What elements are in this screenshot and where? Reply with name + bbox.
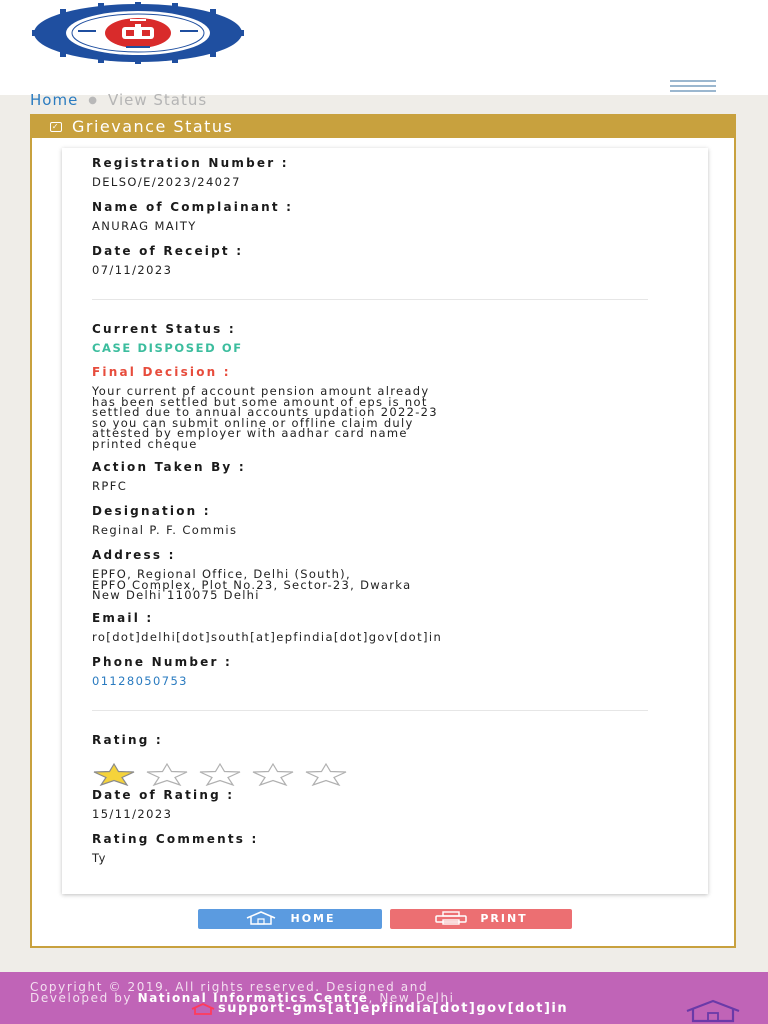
action-taken-label: Action Taken By : — [92, 460, 246, 474]
home-button-label: HOME — [290, 912, 336, 925]
decision-line: attested by employer with aadhar card name — [92, 426, 408, 440]
breadcrumb — [30, 91, 207, 109]
rating-stars — [92, 762, 357, 788]
complainant-name-label: Name of Complainant : — [92, 200, 294, 214]
decision-line: Your current pf account pension amount already — [92, 384, 430, 398]
scroll-top-home-icon[interactable] — [684, 999, 742, 1023]
address-line: EPFO, Regional Office, Delhi (South), — [92, 567, 351, 581]
decision-line: has been settled but some amount of eps is not — [92, 394, 428, 409]
footer-copyright: Copyright © 2019. All rights reserved. Designed and — [30, 980, 429, 994]
star-icon[interactable] — [198, 762, 242, 786]
registration-number-value: DELSO/E/2023/24027 — [92, 175, 241, 189]
address-line: EPFO Complex, Plot No.23, Sector-23, Dwarka — [92, 577, 412, 592]
rating-comments-value: Ty — [92, 851, 107, 865]
star-icon[interactable] — [145, 762, 189, 786]
breadcrumb-home-link[interactable]: Home — [30, 91, 79, 109]
receipt-date-label: Date of Receipt : — [92, 244, 244, 258]
panel-header — [32, 116, 734, 138]
grievance-status-panel — [30, 114, 736, 948]
status-details-card — [62, 148, 708, 894]
rating-comments-label: Rating Comments : — [92, 832, 259, 846]
home-button[interactable] — [198, 909, 382, 929]
star-icon[interactable] — [304, 762, 348, 786]
address-line: New Delhi 110075 Delhi — [92, 588, 260, 602]
epfo-logo[interactable] — [32, 2, 246, 64]
action-taken-value: RPFC — [92, 479, 128, 493]
current-status-value: CASE DISPOSED OF — [92, 341, 243, 355]
final-decision-label: Final Decision : — [92, 365, 231, 379]
divider — [92, 299, 648, 300]
footer-nic-link[interactable]: National Informatics Centre — [137, 991, 369, 1005]
decision-line: so you can submit online or offline claim duly — [92, 415, 414, 430]
complainant-name-value: ANURAG MAITY — [92, 219, 197, 233]
site-header — [0, 0, 768, 95]
check-square-icon: ✓ — [51, 121, 61, 131]
breadcrumb-separator-icon: ● — [88, 94, 99, 106]
address-label: Address : — [92, 548, 176, 562]
divider — [92, 710, 648, 711]
breadcrumb-current: View Status — [108, 91, 208, 109]
email-value: ro[dot]delhi[dot]south[at]epfindia[dot]gov[dot]in — [92, 630, 443, 644]
rating-date-value: 15/11/2023 — [92, 807, 173, 821]
footer-support-email[interactable] — [190, 1001, 568, 1016]
rating-label: Rating : — [92, 733, 163, 747]
home-icon — [244, 911, 278, 925]
star-icon[interactable] — [251, 762, 295, 786]
site-footer — [0, 972, 768, 1024]
footer-developer-prefix: Developed by — [30, 991, 138, 1005]
panel-title: Grievance Status — [72, 117, 234, 136]
registration-number-label: Registration Number : — [92, 156, 289, 170]
decision-line: settled due to annual accounts updation 2022-23 — [92, 405, 438, 419]
email-label: Email : — [92, 611, 154, 625]
home-icon — [190, 1003, 216, 1015]
print-button[interactable] — [390, 909, 572, 929]
footer-developer-suffix: , New Delhi — [368, 991, 455, 1005]
designation-label: Designation : — [92, 504, 211, 518]
star-icon[interactable] — [92, 762, 136, 786]
designation-value: Reginal P. F. Commis — [92, 523, 238, 537]
footer-support-email-text: support-gms[at]epfindia[dot]gov[dot]in — [218, 1001, 569, 1016]
phone-number-link[interactable]: 01128050753 — [92, 674, 188, 688]
printer-icon — [434, 911, 468, 925]
address-text — [92, 569, 652, 601]
current-status-label: Current Status : — [92, 322, 236, 336]
decision-line: printed cheque — [92, 436, 198, 451]
rating-date-label: Date of Rating : — [92, 788, 235, 802]
print-button-label: PRINT — [480, 912, 528, 925]
receipt-date-value: 07/11/2023 — [92, 263, 173, 277]
phone-number-label: Phone Number : — [92, 655, 232, 669]
final-decision-text — [92, 386, 652, 449]
menu-hamburger-icon[interactable] — [670, 80, 716, 94]
